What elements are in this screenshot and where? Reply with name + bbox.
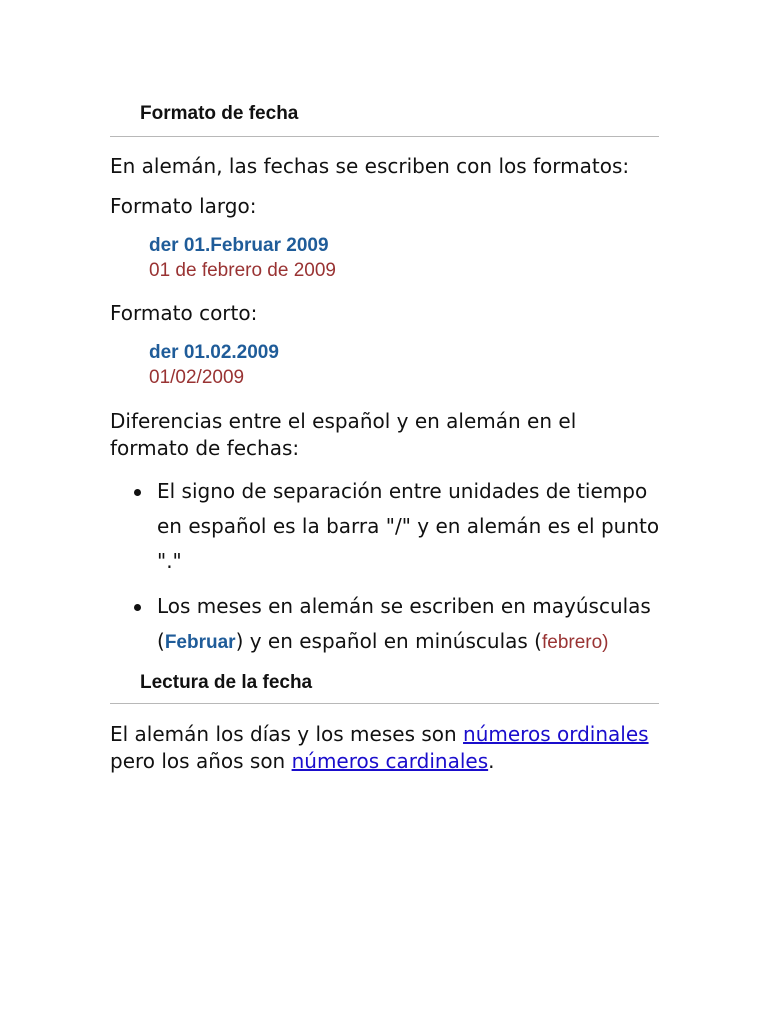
list-item-text-post: ): [602, 632, 609, 653]
bullet-icon: [134, 489, 141, 496]
list-item-text-mid: ) y en español en minúsculas (: [235, 629, 542, 653]
intro-paragraph: En alemán, las fechas se escriben con los formatos:: [110, 154, 630, 178]
link-numeros-ordinales[interactable]: números ordinales: [463, 722, 649, 746]
short-format-german-example: der 01.02.2009: [149, 342, 279, 363]
differences-paragraph: Diferencias entre el español y en alemán en el formato de fechas:: [110, 409, 577, 460]
spanish-month-example: febrero: [541, 632, 603, 653]
short-format-label: Formato corto:: [110, 301, 258, 325]
divider: [110, 703, 659, 704]
section-heading-formato: Formato de fecha: [140, 103, 299, 124]
long-format-label: Formato largo:: [110, 194, 257, 218]
divider: [110, 136, 659, 137]
link-numeros-cardinales[interactable]: números cardinales: [291, 749, 489, 773]
list-item-text-pre: Los meses en alemán se escriben en mayúsculas (: [157, 594, 651, 653]
german-month-example: Februar: [164, 632, 236, 653]
section-heading-lectura: Lectura de la fecha: [140, 672, 313, 693]
reading-text-mid: pero los años son: [110, 749, 292, 773]
long-format-spanish-example: 01 de febrero de 2009: [149, 260, 336, 281]
list-item: [110, 589, 660, 660]
reading-text-post: .: [488, 749, 495, 773]
bullet-icon: [134, 604, 141, 611]
list-item-text: El signo de separación entre unidades de tiempo en español es la barra "/" y en alemán es el punto ".": [157, 479, 660, 573]
differences-list: [110, 474, 660, 660]
short-format-spanish-example: 01/02/2009: [149, 367, 245, 388]
document-body: [110, 0, 660, 775]
reading-text-pre: El alemán los días y los meses son: [110, 722, 464, 746]
list-item: [110, 474, 660, 579]
reading-paragraph: [110, 721, 660, 775]
long-format-german-example: der 01.Februar 2009: [149, 235, 329, 256]
